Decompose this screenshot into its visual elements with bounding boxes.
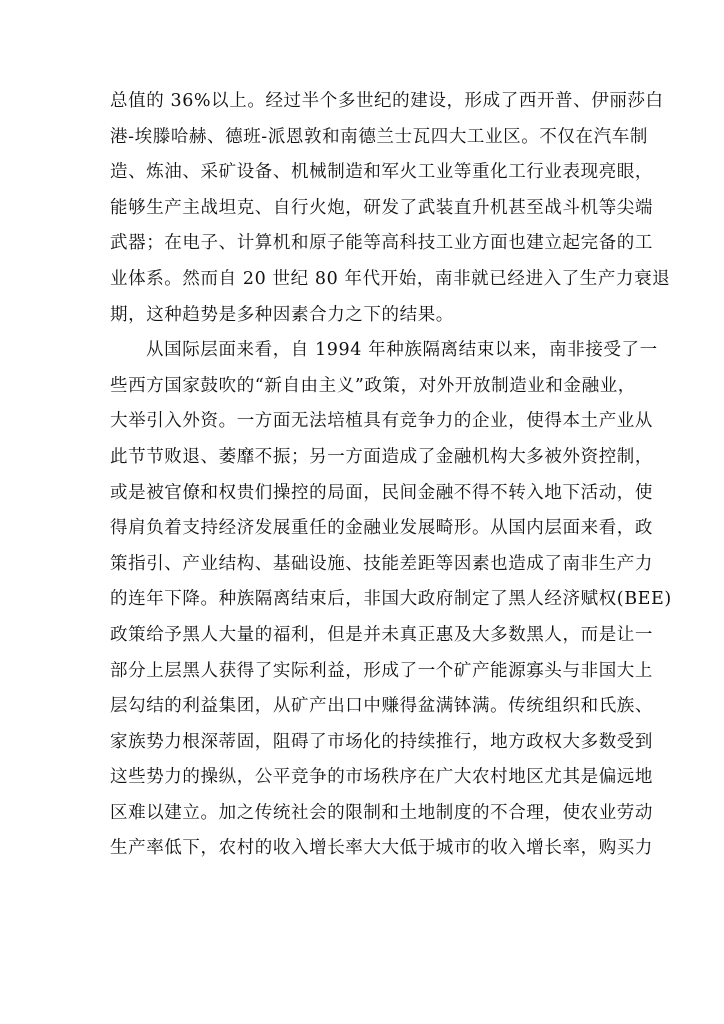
text-line: 总值的 36%以上。经过半个多世纪的建设，形成了西开普、伊丽莎白 [110, 91, 664, 111]
text-line: 这些势力的操纵，公平竞争的市场秩序在广大农村地区尤其是偏远地 [110, 767, 653, 788]
text-line: 此节节败退、萎靡不振；另一方面造成了金融机构大多被外资控制， [110, 446, 653, 467]
text-line: 的连年下降。种族隔离结束后，非国大政府制定了黑人经济赋权(BEE) [110, 589, 672, 610]
text-line: 能够生产主战坦克、自行火炮，研发了武装直升机甚至战斗机等尖端 [110, 197, 653, 218]
text-line: 层勾结的利益集团，从矿产出口中赚得盆满钵满。传统组织和氏族、 [110, 696, 653, 717]
text-line: 区难以建立。加之传统社会的限制和土地制度的不合理，使农业劳动 [110, 802, 653, 823]
text-line: 家族势力根深蒂固，阻碍了市场化的持续推行，地方政权大多数受到 [110, 731, 653, 752]
text-line: 些西方国家鼓吹的“新自由主义”政策，对外开放制造业和金融业， [110, 375, 636, 396]
text-line: 期，这种趋势是多种因素合力之下的结果。 [110, 304, 454, 325]
text-line: 或是被官僚和权贵们操控的局面，民间金融不得不转入地下活动，使 [110, 482, 653, 503]
text-line: 造、炼油、采矿设备、机械制造和军火工业等重化工行业表现亮眼， [110, 162, 653, 183]
paragraph-2 [110, 333, 672, 867]
text-line: 得肩负着支持经济发展重任的金融业发展畸形。从国内层面来看，政 [110, 518, 653, 539]
document-body [110, 84, 672, 867]
text-line: 大举引入外资。一方面无法培植具有竞争力的企业，使得本土产业从 [110, 411, 653, 432]
text-line: 业体系。然而自 20 世纪 80 年代开始，南非就已经进入了生产力衰退 [110, 268, 671, 289]
text-line: 策指引、产业结构、基础设施、技能差距等因素也造成了南非生产力 [110, 553, 653, 574]
text-line: 从国际层面来看，自 1994 年种族隔离结束以来，南非接受了一 [146, 340, 658, 361]
text-line: 生产率低下，农村的收入增长率大大低于城市的收入增长率，购买力 [110, 838, 653, 859]
text-line: 武器；在电子、计算机和原子能等高科技工业方面也建立起完备的工 [110, 233, 653, 254]
text-line: 政策给予黑人大量的福利，但是并未真正惠及大多数黑人，而是让一 [110, 624, 653, 645]
paragraph-1 [110, 84, 671, 333]
text-line: 部分上层黑人获得了实际利益，形成了一个矿产能源寡头与非国大上 [110, 660, 653, 681]
text-line: 港-埃滕哈赫、德班-派恩敦和南德兰士瓦四大工业区。不仅在汽车制 [110, 126, 648, 147]
